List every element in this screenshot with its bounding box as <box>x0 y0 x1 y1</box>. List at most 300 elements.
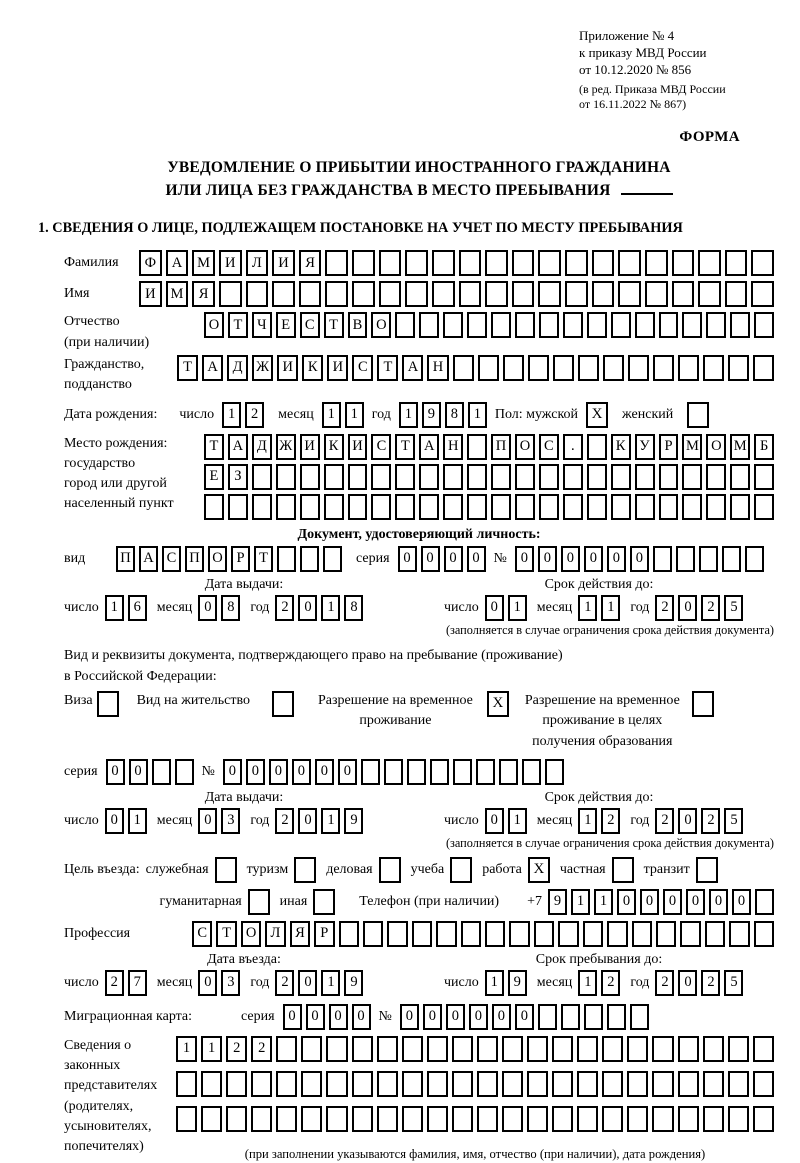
char-box[interactable] <box>703 1071 724 1097</box>
char-box[interactable] <box>301 1106 322 1132</box>
char-box[interactable] <box>561 1004 580 1030</box>
char-box[interactable]: О <box>515 434 535 460</box>
char-box[interactable] <box>676 546 695 572</box>
char-box[interactable] <box>645 250 668 276</box>
char-box[interactable] <box>512 250 535 276</box>
char-box[interactable]: Р <box>659 434 679 460</box>
char-box[interactable] <box>323 546 342 572</box>
char-box[interactable]: 0 <box>678 970 697 996</box>
char-box[interactable] <box>176 1106 197 1132</box>
char-box[interactable] <box>276 1071 297 1097</box>
char-box[interactable] <box>384 759 403 785</box>
char-box[interactable] <box>499 759 518 785</box>
char-box[interactable] <box>577 1106 598 1132</box>
char-box[interactable] <box>682 464 702 490</box>
char-box[interactable] <box>387 921 407 947</box>
char-box[interactable] <box>678 1071 699 1097</box>
char-box[interactable] <box>363 921 383 947</box>
char-box[interactable]: 3 <box>221 808 240 834</box>
char-box[interactable] <box>324 494 344 520</box>
char-box[interactable]: Д <box>227 355 248 381</box>
char-box[interactable]: Л <box>246 250 269 276</box>
char-box[interactable] <box>301 1071 322 1097</box>
char-box[interactable] <box>377 1036 398 1062</box>
char-box[interactable] <box>682 494 702 520</box>
char-box[interactable]: С <box>539 434 559 460</box>
char-box[interactable]: 0 <box>283 1004 302 1030</box>
char-box[interactable]: И <box>277 355 298 381</box>
char-box[interactable] <box>276 464 296 490</box>
char-box[interactable] <box>558 921 578 947</box>
char-box[interactable]: 1 <box>601 595 620 621</box>
char-box[interactable]: О <box>241 921 261 947</box>
char-box[interactable]: 0 <box>678 595 697 621</box>
char-box[interactable] <box>427 1071 448 1097</box>
char-box[interactable]: Т <box>254 546 273 572</box>
char-box[interactable]: 8 <box>445 402 464 428</box>
char-box[interactable] <box>653 355 674 381</box>
char-box[interactable]: 0 <box>630 546 649 572</box>
char-box[interactable]: 0 <box>492 1004 511 1030</box>
char-box[interactable]: 1 <box>128 808 147 834</box>
char-box[interactable]: 0 <box>246 759 265 785</box>
char-box[interactable] <box>427 1036 448 1062</box>
char-box[interactable] <box>467 312 487 338</box>
char-box[interactable]: Я <box>290 921 310 947</box>
char-box[interactable]: О <box>706 434 726 460</box>
char-box[interactable] <box>652 1106 673 1132</box>
char-box[interactable] <box>276 1036 297 1062</box>
char-box[interactable] <box>352 250 375 276</box>
char-box[interactable] <box>552 1071 573 1097</box>
char-box[interactable]: М <box>192 250 215 276</box>
char-box[interactable] <box>545 759 564 785</box>
char-box[interactable]: 1 <box>485 970 504 996</box>
char-box[interactable] <box>587 464 607 490</box>
char-box[interactable] <box>754 494 774 520</box>
char-box[interactable] <box>632 921 652 947</box>
char-box[interactable] <box>607 1004 626 1030</box>
char-box[interactable] <box>628 355 649 381</box>
char-box[interactable]: 0 <box>663 889 682 915</box>
char-box[interactable] <box>477 1036 498 1062</box>
char-box[interactable] <box>407 759 426 785</box>
char-box[interactable]: 0 <box>298 595 317 621</box>
char-box[interactable] <box>730 464 750 490</box>
char-box[interactable]: 2 <box>701 808 720 834</box>
char-box[interactable] <box>652 1071 673 1097</box>
char-box[interactable] <box>754 464 774 490</box>
char-box[interactable]: 5 <box>724 970 743 996</box>
char-box[interactable] <box>485 921 505 947</box>
char-box[interactable]: 0 <box>485 595 504 621</box>
char-box[interactable] <box>152 759 171 785</box>
char-box[interactable]: 0 <box>352 1004 371 1030</box>
char-box[interactable] <box>725 281 748 307</box>
char-box[interactable] <box>730 494 750 520</box>
char-box[interactable]: 2 <box>275 808 294 834</box>
char-box[interactable]: 0 <box>421 546 440 572</box>
char-box[interactable]: 0 <box>298 970 317 996</box>
char-box[interactable]: Т <box>324 312 344 338</box>
char-box[interactable]: С <box>371 434 391 460</box>
char-box[interactable] <box>252 464 272 490</box>
char-box[interactable]: 9 <box>548 889 567 915</box>
char-box[interactable] <box>371 494 391 520</box>
char-box[interactable]: А <box>202 355 223 381</box>
char-box[interactable] <box>395 464 415 490</box>
char-box[interactable]: 2 <box>701 595 720 621</box>
char-box[interactable]: 0 <box>423 1004 442 1030</box>
char-box[interactable]: А <box>228 434 248 460</box>
char-box[interactable]: 2 <box>701 970 720 996</box>
char-box[interactable]: 0 <box>198 970 217 996</box>
char-box[interactable]: 5 <box>724 595 743 621</box>
char-box[interactable] <box>377 1071 398 1097</box>
char-box[interactable] <box>326 1106 347 1132</box>
char-box[interactable] <box>527 1036 548 1062</box>
char-box[interactable] <box>491 464 511 490</box>
char-box[interactable]: 0 <box>515 546 534 572</box>
char-box[interactable] <box>552 1036 573 1062</box>
char-box[interactable] <box>402 1071 423 1097</box>
char-box[interactable]: 0 <box>732 889 751 915</box>
char-box[interactable] <box>602 1106 623 1132</box>
char-box[interactable]: 2 <box>601 970 620 996</box>
char-box[interactable]: Е <box>204 464 224 490</box>
char-box[interactable]: 0 <box>105 808 124 834</box>
char-box[interactable] <box>678 1036 699 1062</box>
char-box[interactable]: И <box>272 250 295 276</box>
char-box[interactable]: М <box>730 434 750 460</box>
char-box[interactable]: 0 <box>584 546 603 572</box>
char-box[interactable] <box>618 281 641 307</box>
char-box[interactable] <box>395 312 415 338</box>
char-box[interactable]: 0 <box>538 546 557 572</box>
char-box[interactable] <box>502 1106 523 1132</box>
char-box[interactable] <box>300 494 320 520</box>
char-box[interactable] <box>509 921 529 947</box>
char-box[interactable]: 0 <box>709 889 728 915</box>
char-box[interactable] <box>611 312 631 338</box>
char-box[interactable] <box>583 921 603 947</box>
char-box[interactable]: Т <box>177 355 198 381</box>
char-box[interactable]: 2 <box>275 595 294 621</box>
char-box[interactable] <box>371 464 391 490</box>
char-box[interactable] <box>653 546 672 572</box>
char-box[interactable] <box>491 494 511 520</box>
char-box[interactable] <box>452 1106 473 1132</box>
char-box[interactable] <box>478 355 499 381</box>
char-box[interactable] <box>467 494 487 520</box>
char-box[interactable] <box>659 494 679 520</box>
char-box[interactable] <box>592 281 615 307</box>
char-box[interactable] <box>175 759 194 785</box>
char-box[interactable]: 1 <box>201 1036 222 1062</box>
char-box[interactable] <box>584 1004 603 1030</box>
char-box[interactable] <box>587 312 607 338</box>
char-box[interactable] <box>538 250 561 276</box>
char-box[interactable] <box>753 1106 774 1132</box>
purpose-other-checkbox[interactable] <box>313 889 335 915</box>
char-box[interactable]: Т <box>395 434 415 460</box>
char-box[interactable] <box>453 759 472 785</box>
char-box[interactable] <box>452 1071 473 1097</box>
char-box[interactable]: 0 <box>640 889 659 915</box>
char-box[interactable]: Я <box>192 281 215 307</box>
char-box[interactable] <box>706 312 726 338</box>
char-box[interactable] <box>503 355 524 381</box>
char-box[interactable]: 0 <box>446 1004 465 1030</box>
char-box[interactable] <box>324 464 344 490</box>
char-box[interactable] <box>277 546 296 572</box>
char-box[interactable] <box>745 546 764 572</box>
char-box[interactable] <box>753 1071 774 1097</box>
char-box[interactable]: 1 <box>105 595 124 621</box>
char-box[interactable] <box>467 434 487 460</box>
char-box[interactable] <box>607 921 627 947</box>
char-box[interactable]: И <box>300 434 320 460</box>
char-box[interactable] <box>698 250 721 276</box>
char-box[interactable] <box>377 1106 398 1132</box>
char-box[interactable] <box>565 281 588 307</box>
char-box[interactable] <box>703 1036 724 1062</box>
char-box[interactable]: 2 <box>251 1036 272 1062</box>
char-box[interactable] <box>299 281 322 307</box>
char-box[interactable] <box>443 312 463 338</box>
char-box[interactable]: 0 <box>400 1004 419 1030</box>
char-box[interactable]: 0 <box>678 808 697 834</box>
char-box[interactable] <box>603 355 624 381</box>
char-box[interactable] <box>515 494 535 520</box>
char-box[interactable] <box>635 494 655 520</box>
char-box[interactable] <box>432 281 455 307</box>
char-box[interactable]: 2 <box>655 808 674 834</box>
char-box[interactable]: С <box>352 355 373 381</box>
char-box[interactable]: Л <box>265 921 285 947</box>
char-box[interactable] <box>361 759 380 785</box>
char-box[interactable]: Ж <box>276 434 296 460</box>
char-box[interactable]: 1 <box>345 402 364 428</box>
char-box[interactable]: 2 <box>655 595 674 621</box>
char-box[interactable]: 1 <box>508 808 527 834</box>
char-box[interactable] <box>453 355 474 381</box>
char-box[interactable] <box>515 312 535 338</box>
char-box[interactable] <box>443 494 463 520</box>
char-box[interactable] <box>326 1036 347 1062</box>
purpose-transit-checkbox[interactable] <box>696 857 718 883</box>
char-box[interactable] <box>436 921 456 947</box>
char-box[interactable]: Т <box>216 921 236 947</box>
char-box[interactable]: П <box>116 546 135 572</box>
char-box[interactable] <box>476 759 495 785</box>
char-box[interactable] <box>680 921 700 947</box>
char-box[interactable]: 1 <box>594 889 613 915</box>
char-box[interactable]: 1 <box>571 889 590 915</box>
char-box[interactable] <box>412 921 432 947</box>
char-box[interactable] <box>577 1036 598 1062</box>
char-box[interactable] <box>565 250 588 276</box>
char-box[interactable] <box>485 281 508 307</box>
char-box[interactable]: 0 <box>338 759 357 785</box>
char-box[interactable] <box>522 759 541 785</box>
char-box[interactable] <box>729 921 749 947</box>
char-box[interactable]: 2 <box>601 808 620 834</box>
char-box[interactable] <box>419 494 439 520</box>
char-box[interactable] <box>432 250 455 276</box>
char-box[interactable] <box>226 1106 247 1132</box>
char-box[interactable]: 1 <box>321 595 340 621</box>
char-box[interactable] <box>728 355 749 381</box>
char-box[interactable] <box>300 464 320 490</box>
char-box[interactable]: С <box>192 921 212 947</box>
char-box[interactable] <box>678 1106 699 1132</box>
char-box[interactable] <box>751 250 774 276</box>
char-box[interactable] <box>706 464 726 490</box>
char-box[interactable] <box>534 921 554 947</box>
char-box[interactable] <box>252 494 272 520</box>
char-box[interactable] <box>659 464 679 490</box>
char-box[interactable]: Ч <box>252 312 272 338</box>
char-box[interactable]: 6 <box>128 595 147 621</box>
char-box[interactable] <box>515 464 535 490</box>
char-box[interactable]: И <box>327 355 348 381</box>
char-box[interactable] <box>611 464 631 490</box>
char-box[interactable] <box>246 281 269 307</box>
char-box[interactable] <box>755 889 774 915</box>
char-box[interactable]: 0 <box>198 808 217 834</box>
char-box[interactable] <box>538 281 561 307</box>
char-box[interactable] <box>635 464 655 490</box>
char-box[interactable] <box>419 312 439 338</box>
char-box[interactable] <box>652 1036 673 1062</box>
char-box[interactable] <box>552 1106 573 1132</box>
char-box[interactable] <box>395 494 415 520</box>
char-box[interactable] <box>725 250 748 276</box>
char-box[interactable] <box>705 921 725 947</box>
char-box[interactable] <box>754 312 774 338</box>
char-box[interactable] <box>402 1036 423 1062</box>
char-box[interactable]: 2 <box>245 402 264 428</box>
char-box[interactable] <box>618 250 641 276</box>
char-box[interactable] <box>452 1036 473 1062</box>
char-box[interactable] <box>379 281 402 307</box>
char-box[interactable]: 9 <box>344 808 363 834</box>
char-box[interactable] <box>348 494 368 520</box>
char-box[interactable] <box>728 1036 749 1062</box>
char-box[interactable] <box>563 312 583 338</box>
char-box[interactable]: 1 <box>578 970 597 996</box>
char-box[interactable]: К <box>324 434 344 460</box>
char-box[interactable]: 0 <box>315 759 334 785</box>
char-box[interactable] <box>301 1036 322 1062</box>
char-box[interactable]: А <box>166 250 189 276</box>
char-box[interactable] <box>443 464 463 490</box>
char-box[interactable] <box>645 281 668 307</box>
char-box[interactable] <box>672 281 695 307</box>
char-box[interactable] <box>226 1071 247 1097</box>
char-box[interactable] <box>656 921 676 947</box>
char-box[interactable]: Р <box>314 921 334 947</box>
char-box[interactable] <box>722 546 741 572</box>
purpose-private-checkbox[interactable] <box>612 857 634 883</box>
char-box[interactable] <box>326 1071 347 1097</box>
char-box[interactable]: П <box>185 546 204 572</box>
char-box[interactable]: Е <box>276 312 296 338</box>
char-box[interactable] <box>405 281 428 307</box>
char-box[interactable] <box>611 494 631 520</box>
char-box[interactable] <box>176 1071 197 1097</box>
char-box[interactable] <box>539 494 559 520</box>
char-box[interactable] <box>339 921 359 947</box>
edu-permit-checkbox[interactable] <box>692 691 714 717</box>
char-box[interactable]: 3 <box>221 970 240 996</box>
char-box[interactable]: 0 <box>467 546 486 572</box>
char-box[interactable] <box>201 1071 222 1097</box>
char-box[interactable]: Ж <box>252 355 273 381</box>
char-box[interactable]: У <box>635 434 655 460</box>
char-box[interactable] <box>502 1036 523 1062</box>
char-box[interactable]: 1 <box>578 808 597 834</box>
char-box[interactable] <box>251 1071 272 1097</box>
char-box[interactable] <box>538 1004 557 1030</box>
char-box[interactable] <box>467 464 487 490</box>
char-box[interactable] <box>485 250 508 276</box>
char-box[interactable] <box>276 1106 297 1132</box>
char-box[interactable] <box>352 281 375 307</box>
char-box[interactable]: 1 <box>321 970 340 996</box>
char-box[interactable]: А <box>139 546 158 572</box>
char-box[interactable]: В <box>348 312 368 338</box>
char-box[interactable]: 8 <box>344 595 363 621</box>
char-box[interactable]: О <box>371 312 391 338</box>
char-box[interactable] <box>477 1106 498 1132</box>
char-box[interactable]: Ф <box>139 250 162 276</box>
char-box[interactable] <box>402 1106 423 1132</box>
char-box[interactable]: И <box>348 434 368 460</box>
char-box[interactable]: Д <box>252 434 272 460</box>
char-box[interactable]: 1 <box>321 808 340 834</box>
char-box[interactable]: М <box>166 281 189 307</box>
temp-permit-checkbox[interactable]: X <box>487 691 509 717</box>
char-box[interactable] <box>528 355 549 381</box>
char-box[interactable]: И <box>219 250 242 276</box>
char-box[interactable] <box>703 1106 724 1132</box>
char-box[interactable] <box>627 1036 648 1062</box>
char-box[interactable]: Я <box>299 250 322 276</box>
char-box[interactable] <box>728 1106 749 1132</box>
char-box[interactable] <box>635 312 655 338</box>
char-box[interactable] <box>405 250 428 276</box>
char-box[interactable] <box>678 355 699 381</box>
char-box[interactable]: К <box>611 434 631 460</box>
char-box[interactable]: Р <box>231 546 250 572</box>
char-box[interactable]: 0 <box>444 546 463 572</box>
char-box[interactable]: 0 <box>485 808 504 834</box>
char-box[interactable] <box>706 494 726 520</box>
char-box[interactable]: О <box>204 312 224 338</box>
char-box[interactable]: К <box>302 355 323 381</box>
char-box[interactable]: 1 <box>468 402 487 428</box>
char-box[interactable]: 1 <box>508 595 527 621</box>
char-box[interactable] <box>627 1106 648 1132</box>
char-box[interactable] <box>527 1071 548 1097</box>
char-box[interactable]: О <box>208 546 227 572</box>
char-box[interactable]: 1 <box>322 402 341 428</box>
char-box[interactable]: Н <box>427 355 448 381</box>
sex-male-checkbox[interactable]: X <box>586 402 608 428</box>
sex-female-checkbox[interactable] <box>687 402 709 428</box>
